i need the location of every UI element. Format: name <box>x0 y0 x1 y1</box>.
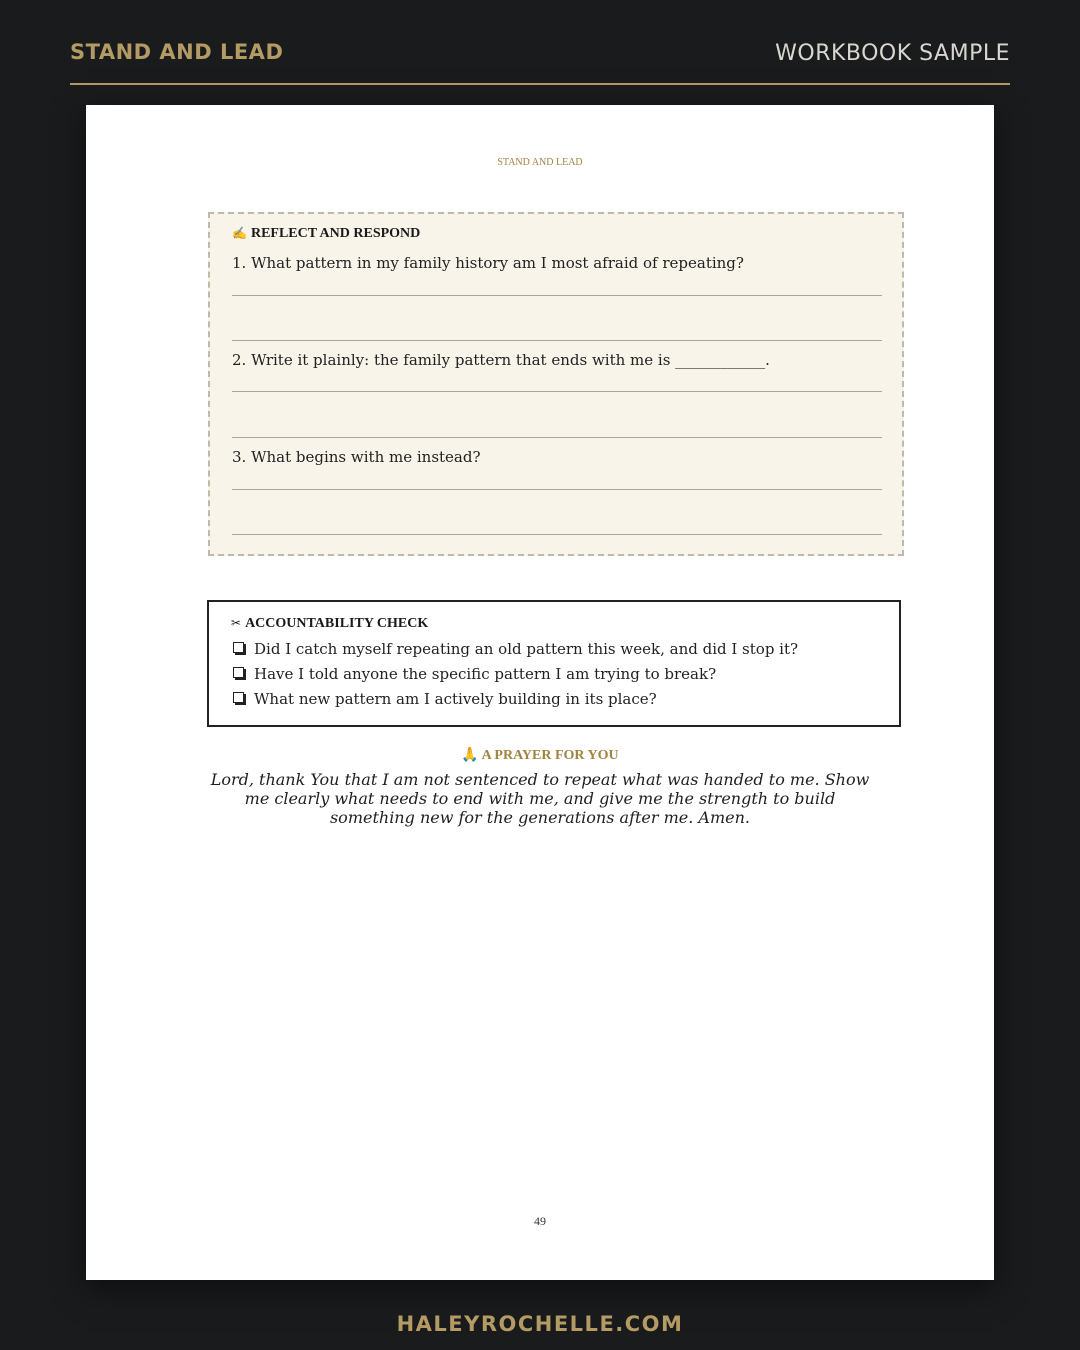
accountability-heading-label: ACCOUNTABILITY CHECK <box>245 616 429 631</box>
answer-line-1b[interactable] <box>232 340 882 341</box>
reflect-and-respond-box <box>208 212 904 556</box>
answer-line-2b[interactable] <box>232 437 882 438</box>
question-1: 1. What pattern in my family history am I most afraid of repeating? <box>232 254 744 272</box>
accountability-heading <box>231 616 428 632</box>
question-3: 3. What begins with me instead? <box>232 448 481 466</box>
workbook-page <box>86 105 994 1280</box>
accountability-check-box <box>207 600 901 727</box>
scissors-icon: ✂ <box>231 616 242 630</box>
reflect-heading <box>232 226 420 242</box>
checklist-item[interactable] <box>233 665 716 683</box>
checklist-item-text: Did I catch myself repeating an old pattern this week, and did I stop it? <box>254 640 799 658</box>
answer-line-3a[interactable] <box>232 489 882 490</box>
prayer-heading <box>86 747 994 764</box>
prayer-text: Lord, thank You that I am not sentenced to repeat what was handed to me. Show me clearly what needs to end with me, and give me the strength to build something new for the generations after me. Amen. <box>210 770 870 827</box>
prayer-heading-label: A PRAYER FOR YOU <box>481 748 619 763</box>
reflect-heading-label: REFLECT AND RESPOND <box>250 226 421 241</box>
page-number: 49 <box>534 1214 546 1228</box>
checklist-item[interactable] <box>233 690 657 708</box>
top-bar <box>70 36 1010 85</box>
running-head: STAND AND LEAD <box>497 157 583 168</box>
checkbox-icon[interactable] <box>233 692 244 703</box>
pen-icon: ✍ <box>232 226 247 240</box>
checklist-item-text: Have I told anyone the specific pattern I am trying to break? <box>254 665 717 683</box>
checkbox-icon[interactable] <box>233 642 244 653</box>
workbook-sample-label: WORKBOOK SAMPLE <box>775 41 1010 66</box>
checkbox-icon[interactable] <box>233 667 244 678</box>
checklist-item-text: What new pattern am I actively building in its place? <box>254 690 657 708</box>
answer-line-3b[interactable] <box>232 534 882 535</box>
question-2: 2. Write it plainly: the family pattern that ends with me is ____________. <box>232 351 770 369</box>
answer-line-1a[interactable] <box>232 295 882 296</box>
brand-title: STAND AND LEAD <box>70 40 284 64</box>
answer-line-2a[interactable] <box>232 391 882 392</box>
checklist-item[interactable] <box>233 640 798 658</box>
footer-website-link[interactable]: HALEYROCHELLE.COM <box>396 1312 684 1336</box>
praying-hands-icon: 🙏 <box>461 748 479 763</box>
